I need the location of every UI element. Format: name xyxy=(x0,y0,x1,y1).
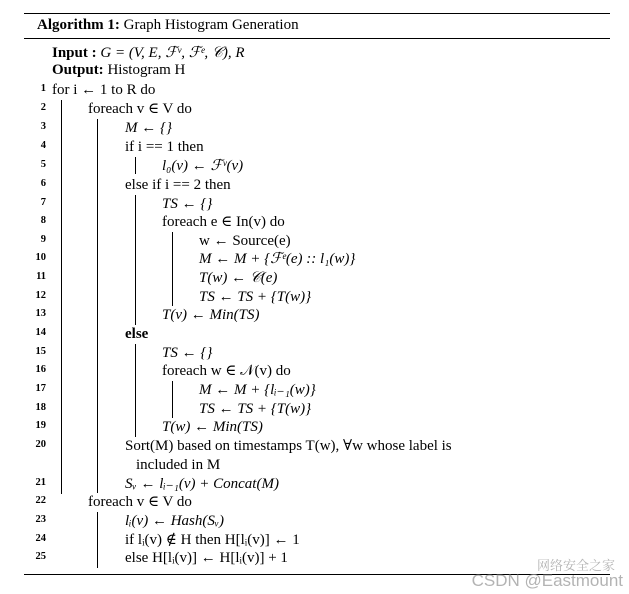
input-label: Input : xyxy=(52,45,97,61)
code-text: else xyxy=(125,326,149,342)
line-number: 21 xyxy=(35,477,46,488)
code-text: TS ← {} xyxy=(162,196,213,212)
code-text: for i ← 1 to R do xyxy=(52,82,156,98)
line-16 xyxy=(24,362,610,381)
line-number: 19 xyxy=(35,420,46,431)
line-number: 6 xyxy=(40,178,46,189)
algorithm-name: Graph Histogram Generation xyxy=(123,17,299,33)
algorithm-label: Algorithm 1: xyxy=(37,17,120,33)
title-rule xyxy=(24,38,610,39)
line-number: 15 xyxy=(35,346,46,357)
line-number: 24 xyxy=(35,533,46,544)
code-text: w ← Source(e) xyxy=(199,233,291,249)
line-19 xyxy=(24,418,610,437)
code-text: foreach v ∈ V do xyxy=(88,494,192,510)
algorithm-title xyxy=(37,17,299,34)
watermark-channel: 网络安全之家 xyxy=(536,558,615,573)
line-number: 13 xyxy=(35,308,46,319)
algorithm-box xyxy=(24,0,610,594)
line-17 xyxy=(24,381,610,400)
line-number: 5 xyxy=(40,159,46,170)
code-text: T(v) ← Min(TS) xyxy=(162,307,260,323)
line-number: 8 xyxy=(40,215,46,226)
code-text: TS ← TS + {T(w)} xyxy=(199,289,312,305)
code-text: lᵢ(v) ← Hash(Sᵥ) xyxy=(125,513,225,529)
line-13 xyxy=(24,306,610,325)
line-21 xyxy=(24,475,610,494)
line-20-continuation xyxy=(24,456,610,475)
output-line xyxy=(52,62,185,79)
line-number: 4 xyxy=(40,140,46,151)
line-11 xyxy=(24,269,610,288)
line-number: 3 xyxy=(40,121,46,132)
line-number: 9 xyxy=(40,234,46,245)
input-line xyxy=(52,43,245,62)
code-text: M ← M + {lᵢ₋₁(w)} xyxy=(199,382,316,398)
code-text: T(w) ← 𝒞(e) xyxy=(199,270,278,286)
code-text: TS ← {} xyxy=(162,345,213,361)
code-text: Sᵥ ← lᵢ₋₁(v) + Concat(M) xyxy=(125,476,279,492)
line-12 xyxy=(24,288,610,307)
top-rule xyxy=(24,13,610,14)
line-number: 1 xyxy=(40,83,46,94)
output-label: Output: xyxy=(52,62,104,78)
line-number: 25 xyxy=(35,551,46,562)
code-text: TS ← TS + {T(w)} xyxy=(199,401,312,417)
code-text: foreach v ∈ V do xyxy=(88,101,192,117)
line-18 xyxy=(24,400,610,419)
line-5 xyxy=(24,157,610,176)
line-number: 18 xyxy=(35,402,46,413)
input-value: G = (V, E, ℱᵛ, ℱᵉ, 𝒞), R xyxy=(100,45,245,61)
code-text: else if i == 2 then xyxy=(125,177,231,193)
line-number: 10 xyxy=(35,252,46,263)
line-number: 2 xyxy=(40,102,46,113)
line-25 xyxy=(24,549,610,568)
line-number: 22 xyxy=(35,495,46,506)
line-number: 12 xyxy=(35,290,46,301)
output-value: Histogram H xyxy=(107,62,186,78)
line-number: 23 xyxy=(35,514,46,525)
line-2 xyxy=(24,100,610,119)
line-9 xyxy=(24,232,610,251)
code-text: Sort(M) based on timestamps T(w), ∀w whose label is xyxy=(125,438,452,454)
code-text: T(w) ← Min(TS) xyxy=(162,419,263,435)
line-number: 11 xyxy=(36,271,46,282)
line-4 xyxy=(24,138,610,157)
code-text: if i == 1 then xyxy=(125,139,204,155)
line-number: 16 xyxy=(35,364,46,375)
line-24 xyxy=(24,531,610,550)
code-text: M ← M + {ℱᵉ(e) :: l₁(w)} xyxy=(199,251,356,267)
line-7 xyxy=(24,195,610,214)
line-15 xyxy=(24,344,610,363)
line-8 xyxy=(24,213,610,232)
line-number: 17 xyxy=(35,383,46,394)
code-text-continuation: included in M xyxy=(136,457,221,473)
code-text: if lᵢ(v) ∉ H then H[lᵢ(v)] ← 1 xyxy=(125,532,300,548)
code-text: l₀(v) ← ℱᵛ(v) xyxy=(162,158,244,174)
line-1 xyxy=(24,81,610,100)
line-10 xyxy=(24,250,610,269)
code-text: else H[lᵢ(v)] ← H[lᵢ(v)] + 1 xyxy=(125,550,288,566)
line-number: 14 xyxy=(35,327,46,338)
line-number: 7 xyxy=(40,197,46,208)
line-3 xyxy=(24,119,610,138)
line-23 xyxy=(24,512,610,531)
watermark-csdn: CSDN @Eastmount xyxy=(471,571,623,590)
line-22 xyxy=(24,493,610,512)
code-text: foreach e ∈ In(v) do xyxy=(162,214,285,230)
line-14 xyxy=(24,325,610,344)
line-number: 20 xyxy=(35,439,46,450)
code-text: foreach w ∈ 𝒩(v) do xyxy=(162,363,291,379)
line-20 xyxy=(24,437,610,456)
code-text: M ← {} xyxy=(125,120,172,136)
line-6 xyxy=(24,176,610,195)
